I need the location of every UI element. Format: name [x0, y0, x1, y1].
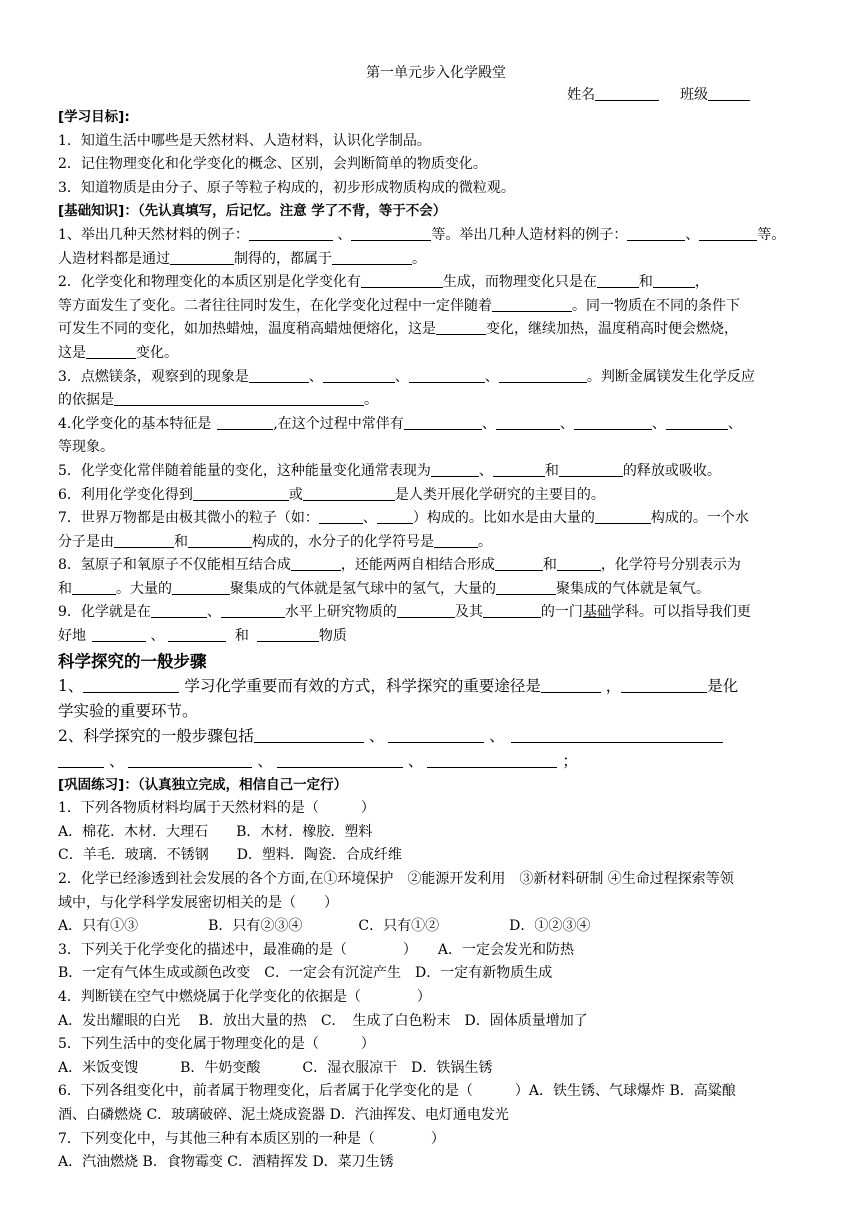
- practice-line: 6．下列各组变化中，前者属于物理变化，后者属于化学变化的是（ ）A．铁生锈、气球爆炸 B．高粱酿: [58, 1083, 736, 1100]
- q5-text: 、: [478, 462, 493, 479]
- basics-q9-line1: [58, 601, 804, 625]
- basics-q2-line3: [58, 318, 804, 342]
- q3-text: 、: [308, 368, 323, 385]
- answer-blank[interactable]: [193, 486, 289, 501]
- answer-blank[interactable]: [291, 556, 341, 571]
- q2-text: 这是: [58, 344, 86, 361]
- q2-text: 2．化学变化和物理变化的本质区别是化学变化有: [58, 274, 361, 291]
- inquiry-line1: [58, 674, 804, 699]
- answer-blank[interactable]: [492, 297, 572, 312]
- practice-line: 3．下列关于化学变化的描述中，最准确的是（ ） A．一定会发光和防热: [58, 941, 575, 958]
- q1-text: 、: [337, 226, 352, 243]
- goals-heading: [学习目标]:: [58, 109, 130, 125]
- q8-text: 聚集成的气体就是氧气。: [556, 580, 710, 597]
- answer-blank[interactable]: [431, 462, 479, 477]
- class-blank[interactable]: [708, 86, 750, 101]
- practice-line: 1．下列各物质材料均属于天然材料的是（ ）: [58, 800, 375, 817]
- q7-text: 构成的，水分子的化学符号是: [252, 533, 434, 550]
- q4-text: 、: [651, 415, 666, 432]
- answer-blank[interactable]: [511, 726, 723, 743]
- basics-heading: [基础知识]：（先认真填写，后记忆。注意 学了不背，等于不会）: [58, 203, 447, 220]
- basics-q1-line2: [58, 248, 804, 272]
- inquiry-text: 学实验的重要环节。: [58, 701, 198, 720]
- q7-text: 7．世界万物都是由极其微小的粒子（如：: [58, 510, 319, 527]
- answer-blank[interactable]: [277, 751, 403, 768]
- practice-line: C．羊毛．玻璃．不锈钢 D．塑料．陶瓷．合成纤维: [58, 847, 402, 864]
- q3-text: 。: [364, 392, 378, 409]
- inquiry-text: ；: [562, 751, 578, 770]
- q2-text: 等方面发生了变化。二者往往同时发生，在化学变化过程中一定伴随着: [58, 297, 492, 314]
- inquiry-line2: [58, 699, 804, 724]
- answer-blank[interactable]: [377, 509, 413, 524]
- q8-text: ，还能两两自相结合形成: [340, 557, 495, 574]
- q5-text: 的释放或吸收。: [622, 462, 721, 479]
- q4-text: 、: [727, 415, 742, 432]
- inquiry-text: ，: [605, 676, 622, 695]
- q9-text: 和: [234, 628, 249, 645]
- q3-text: 的依据是: [58, 392, 114, 409]
- practice-line: A．米饭变馊 B．牛奶变酸 C．湿衣服凉干 D．铁锅生锈: [58, 1059, 493, 1076]
- q2-text: 。同一物质在不同的条件下: [572, 297, 740, 314]
- answer-blank[interactable]: [597, 273, 639, 288]
- q1-text: 人造材料都是通过: [58, 250, 170, 267]
- practice-line: A．发出耀眼的白光 B．放出大量的热 C． 生成了白色粉末 D．固体质量增加了: [58, 1012, 588, 1029]
- q8-text: 和: [58, 580, 72, 597]
- q9-text: 9．化学就是在: [58, 604, 151, 621]
- q7-text: 、: [362, 510, 377, 527]
- answer-blank[interactable]: [128, 751, 252, 768]
- answer-blank[interactable]: [351, 226, 431, 241]
- q3-text: 、: [394, 368, 409, 385]
- q9-text: 及其: [454, 604, 483, 621]
- answer-blank[interactable]: [666, 415, 728, 430]
- practice-line: 2．化学已经渗透到社会发展的各个方面,在①环境保护 ②能源开发利用 ③新材料研制 ④生命过程探索等领: [58, 871, 734, 888]
- q2-text: 生成，而物理变化只是在: [442, 274, 597, 291]
- answer-blank[interactable]: [72, 580, 116, 595]
- q7-text: 分子是由: [58, 533, 114, 550]
- answer-blank[interactable]: [114, 533, 174, 548]
- q1-text: 1、举出几种天然材料的例子：: [58, 226, 249, 243]
- inquiry-text: 、: [257, 751, 273, 770]
- answer-blank[interactable]: [257, 627, 319, 642]
- practice-line: 4．判断镁在空气中燃烧属于化学变化的依据是（ ）: [58, 989, 431, 1005]
- basics-q2-line1: [58, 271, 804, 295]
- answer-blank[interactable]: [319, 509, 363, 524]
- q1-text: 、: [685, 226, 700, 243]
- practice-line: B．一定有气体生成或颜色改变 C．一定会有沉淀产生 D．一定有新物质生成: [58, 965, 553, 982]
- goal-item: 2．记住物理变化和化学变化的概念、区别，会判断简单的物质变化。: [58, 156, 487, 173]
- answer-blank[interactable]: [495, 556, 543, 571]
- answer-blank[interactable]: [170, 250, 234, 265]
- answer-blank[interactable]: [595, 509, 651, 524]
- basics-q8-line1: [58, 554, 804, 578]
- basics-q2-line4: [58, 342, 804, 366]
- answer-blank[interactable]: [217, 415, 273, 430]
- q2-text: 变化，继续加热，温度稍高时便会燃烧，: [486, 321, 738, 338]
- practice-line: 酒、白磷燃烧 C．玻璃破碎、泥土烧成瓷器 D．汽油挥发、电灯通电发光: [58, 1106, 509, 1123]
- answer-blank[interactable]: [409, 368, 485, 383]
- q1-text: 等。举出几种人造材料的例子：: [431, 226, 628, 243]
- answer-blank[interactable]: [151, 603, 207, 618]
- inquiry-line4: [58, 749, 804, 774]
- class-label: 班级: [680, 87, 708, 103]
- q3-text: 。判断金属镁发生化学反应: [586, 368, 755, 385]
- q9-text: 好地: [58, 628, 86, 645]
- answer-blank[interactable]: [323, 368, 395, 383]
- q9-text: 、: [150, 628, 165, 645]
- q3-text: 、: [484, 368, 499, 385]
- answer-blank[interactable]: [361, 273, 443, 288]
- answer-blank[interactable]: [557, 556, 601, 571]
- worksheet: [58, 62, 804, 1175]
- practice-heading: [巩固练习]：（认真独立完成，相信自己一定行）: [58, 776, 348, 793]
- basics-q6: [58, 484, 804, 508]
- q1-text: 等。: [757, 226, 786, 243]
- q8-text: 。大量的: [116, 580, 172, 597]
- basics-q8-line2: [58, 578, 804, 602]
- answer-blank[interactable]: [483, 603, 541, 618]
- q7-text: 。: [478, 533, 492, 550]
- q4-text: 、: [559, 415, 574, 432]
- practice-line: A．棉花．木材．大理石 B．木材．橡胶．塑料: [58, 823, 373, 840]
- q4-text: 4.化学变化的基本特征是: [58, 415, 212, 432]
- practice-line: A．汽油燃烧 B．食物霉变 C．酒精挥发 D．菜刀生锈: [58, 1154, 394, 1171]
- q9-text: 、: [206, 604, 221, 621]
- q9-text: 水平上研究物质的: [284, 604, 397, 621]
- inquiry-line3: [58, 724, 804, 749]
- q7-text: 和: [174, 533, 188, 550]
- answer-blank[interactable]: [92, 627, 146, 642]
- answer-blank[interactable]: [188, 533, 252, 548]
- answer-blank[interactable]: [249, 368, 309, 383]
- answer-blank[interactable]: [172, 580, 230, 595]
- q2-text: 变化。: [136, 344, 178, 361]
- basics-q3-line2: [58, 389, 804, 413]
- answer-blank[interactable]: [221, 603, 285, 618]
- answer-blank[interactable]: [114, 391, 364, 406]
- name-blank[interactable]: [595, 86, 659, 101]
- answer-blank[interactable]: [303, 486, 395, 501]
- practice-line: 域中，与化学科学发展密切相关的是（ ）: [58, 894, 338, 911]
- name-label: 姓名: [567, 87, 596, 103]
- answer-blank[interactable]: [332, 250, 412, 265]
- answer-blank[interactable]: [496, 580, 556, 595]
- q2-text: ，: [694, 274, 709, 291]
- q9-text: 的一门: [540, 604, 583, 621]
- goal-item: 3．知道物质是由分子、原子等粒子构成的，初步形成物质构成的微粒观。: [58, 179, 515, 196]
- q1-text: 制得的，都属于: [234, 250, 332, 267]
- q4-text: ,在这个过程中常伴有: [273, 415, 404, 432]
- answer-blank[interactable]: [496, 415, 560, 430]
- basics-q7-line2: [58, 531, 804, 555]
- answer-blank[interactable]: [493, 462, 545, 477]
- q8-text: 8．氢原子和氧原子不仅能相互结合成: [58, 557, 291, 574]
- basics-q9-line2: [58, 625, 804, 649]
- practice-line: 5．下列生活中的变化属于物理变化的是（ ）: [58, 1036, 375, 1053]
- answer-blank[interactable]: [86, 344, 136, 359]
- q9-underlined-text: 基础: [582, 604, 611, 621]
- answer-blank[interactable]: [404, 415, 482, 430]
- q6-text: 是人类开展化学研究的主要目的。: [394, 486, 605, 503]
- basics-q7-line1: [58, 507, 804, 531]
- q6-text: 或: [288, 486, 303, 503]
- answer-blank[interactable]: [168, 627, 226, 642]
- inquiry-text: 学习化学重要而有效的方式，科学探究的重要途径是: [184, 676, 541, 695]
- name-class-row: [58, 84, 804, 106]
- answer-blank[interactable]: [499, 368, 587, 383]
- basics-q4-line1: [58, 413, 804, 437]
- q4-text: 、: [481, 415, 496, 432]
- answer-blank[interactable]: [653, 273, 695, 288]
- answer-blank[interactable]: [699, 226, 757, 241]
- answer-blank[interactable]: [388, 726, 484, 743]
- answer-blank[interactable]: [436, 320, 486, 335]
- q5-text: 5．化学变化常伴随着能量的变化，这种能量变化通常表现为: [58, 462, 431, 479]
- q1-text: 。: [412, 250, 426, 267]
- answer-blank[interactable]: [541, 676, 601, 693]
- q8-text: 和: [542, 557, 557, 574]
- inquiry-text: 、: [489, 726, 505, 745]
- practice-line: A．只有①③ B．只有②③④ C．只有①② D．①②③④: [58, 918, 591, 935]
- answer-blank[interactable]: [397, 603, 455, 618]
- inquiry-heading: 科学探究的一般步骤: [58, 651, 207, 671]
- answer-blank[interactable]: [58, 751, 104, 768]
- answer-blank[interactable]: [83, 676, 179, 693]
- goal-item: 1．知道生活中哪些是天然材料、人造材料，认识化学制品。: [58, 132, 431, 149]
- answer-blank[interactable]: [427, 751, 557, 768]
- q2-text: 可发生不同的变化，如加热蜡烛，温度稍高蜡烛便熔化，这是: [58, 321, 436, 338]
- q2-text: 和: [638, 274, 653, 291]
- inquiry-text: 、: [108, 751, 125, 770]
- basics-q3-line1: [58, 366, 804, 390]
- practice-line: 7．下列变化中，与其他三种有本质区别的一种是（ ）: [58, 1130, 445, 1147]
- q5-text: 和: [544, 462, 559, 479]
- q7-text: ）构成的。比如水是由大量的: [412, 510, 595, 527]
- q8-text: ，化学符号分别表示为: [600, 557, 741, 574]
- inquiry-text: 2、科学探究的一般步骤包括: [58, 726, 254, 745]
- inquiry-text: 1、: [58, 676, 84, 695]
- inquiry-text: 、: [407, 751, 424, 770]
- q8-text: 聚集成的气体就是氢气球中的氢气，大量的: [230, 580, 496, 597]
- q6-text: 6．利用化学变化得到: [58, 486, 193, 503]
- answer-blank[interactable]: [559, 462, 623, 477]
- answer-blank[interactable]: [574, 415, 652, 430]
- page-title: 第一单元步入化学殿堂: [366, 65, 506, 81]
- answer-blank[interactable]: [434, 533, 478, 548]
- answer-blank[interactable]: [627, 226, 685, 241]
- basics-q5: [58, 460, 804, 484]
- answer-blank[interactable]: [621, 676, 707, 693]
- basics-q2-line2: [58, 295, 804, 319]
- q9-text: 物质: [318, 628, 347, 645]
- q3-text: 3．点燃镁条，观察到的现象是: [58, 368, 249, 385]
- q4-text: 等现象。: [58, 439, 114, 456]
- basics-q4-line2: [58, 436, 804, 460]
- inquiry-text: 是化: [707, 676, 739, 695]
- q7-text: 构成的。一个水: [650, 510, 749, 527]
- answer-blank[interactable]: [249, 226, 333, 241]
- basics-q1-line1: [58, 224, 804, 248]
- answer-blank[interactable]: [254, 726, 364, 743]
- inquiry-text: 、: [368, 726, 385, 745]
- q9-text: 学科。可以指导我们更: [610, 604, 751, 621]
